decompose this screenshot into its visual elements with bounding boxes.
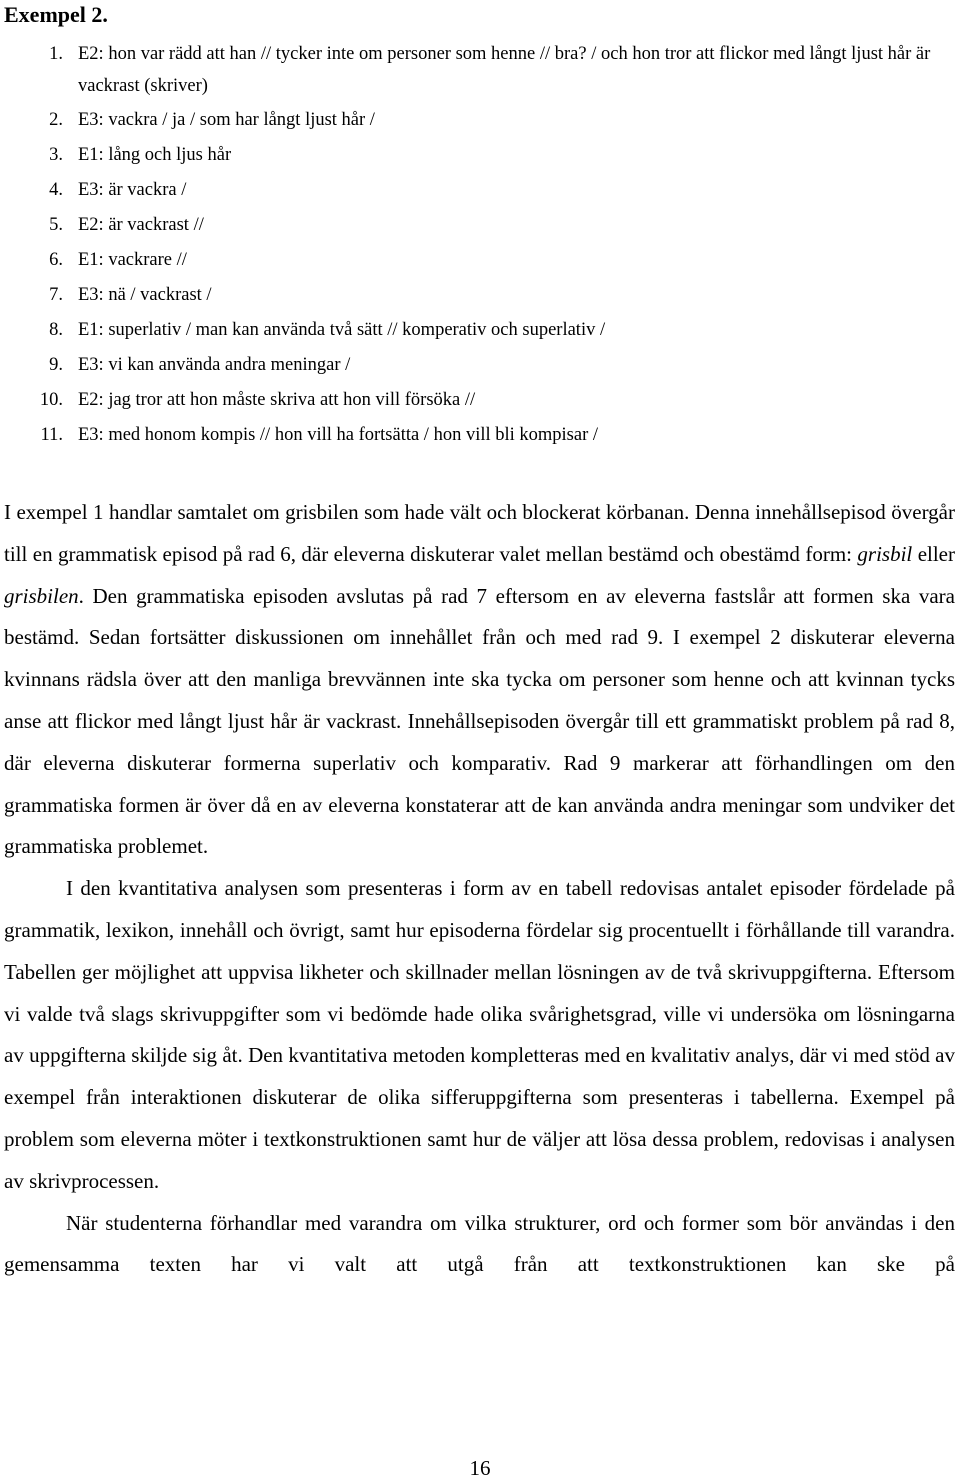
line-number: 4. bbox=[49, 180, 63, 200]
line-text: E2: jag tror att hon måste skriva att hon vill försöka // bbox=[78, 390, 476, 410]
paragraph-text: eller bbox=[912, 541, 955, 566]
italic-term: grisbil bbox=[857, 541, 913, 566]
dialogue-line bbox=[0, 383, 960, 418]
dialogue-line bbox=[0, 36, 960, 103]
dialogue-line bbox=[0, 418, 960, 453]
paragraph-quantitative-analysis: I den kvantitativa analysen som presenteras i form av en tabell redovisas antalet episoder fördelade på grammatik, lexikon, innehåll och övrigt, samt hur episoderna fördelar sig procentuellt i förhållande till varandra. Tabellen ger möjlighet att uppvisa likheter och skillnader mellan lösningen av de två skrivuppgifterna. Eftersom vi valde två slags skrivuppgifter som vi bedömde hade olika svårighetsgrad, ville vi undersöka om lösningarna av uppgifterna skiljde sig åt. Den kvantitativa metoden kompletteras med en kvalitativ analys, där vi med stöd av exempel från interaktionen diskuterar de olika sifferuppgifterna som presenteras i tabellerna. Exempel på problem som eleverna möter i textkonstruktionen samt hur de väljer att lösa dessa problem, redovisas i analysen av skrivprocessen. bbox=[4, 876, 955, 1193]
line-text: E1: superlativ / man kan använda två sätt // komperativ och superlativ / bbox=[78, 320, 606, 340]
line-text: E1: lång och ljus hår bbox=[78, 145, 232, 165]
line-text: E1: vackrare // bbox=[78, 250, 187, 270]
italic-term: grisbilen bbox=[4, 583, 79, 608]
line-text: E2: hon var rädd att han // tycker inte om personer som henne // bra? / och hon tror att flickor med långt ljust hår är vackrast (skriver) bbox=[78, 44, 931, 96]
page-number: 16 bbox=[469, 1456, 491, 1480]
body-text bbox=[4, 492, 955, 1286]
paragraph-analysis-examples bbox=[4, 492, 955, 868]
dialogue-line bbox=[0, 278, 960, 313]
dialogue-line bbox=[0, 243, 960, 278]
line-number: 6. bbox=[49, 250, 63, 270]
dialogue-line bbox=[0, 138, 960, 173]
line-text: E3: vi kan använda andra meningar / bbox=[78, 355, 351, 375]
line-number: 1. bbox=[49, 44, 63, 64]
line-number: 5. bbox=[49, 215, 63, 235]
line-text: E3: vackra / ja / som har långt ljust hår / bbox=[78, 110, 375, 130]
example-heading: Exempel 2. bbox=[4, 2, 108, 27]
line-number: 11. bbox=[40, 425, 63, 445]
dialogue-list bbox=[0, 36, 960, 453]
line-number: 7. bbox=[49, 285, 63, 305]
line-number: 8. bbox=[49, 320, 63, 340]
line-text: E2: är vackrast // bbox=[78, 215, 204, 235]
paragraph-negotiation: När studenterna förhandlar med varandra om vilka strukturer, ord och former som bör användas i den gemensamma texten har vi valt att utgå från att textkonstruktionen kan ske på bbox=[4, 1210, 955, 1277]
dialogue-line bbox=[0, 313, 960, 348]
paragraph-text: I exempel 1 handlar samtalet om grisbilen som hade vält och blockerat körbanan. Denna innehållsepisod övergår till en grammatisk episod på rad 6, där eleverna diskuterar valet mellan bestämd och obestämd form: bbox=[4, 500, 955, 566]
line-number: 2. bbox=[49, 110, 63, 130]
line-number: 10. bbox=[39, 390, 63, 410]
line-text: E3: med honom kompis // hon vill ha fortsätta / hon vill bli kompisar / bbox=[78, 425, 599, 445]
line-number: 9. bbox=[49, 355, 63, 375]
line-number: 3. bbox=[49, 145, 63, 165]
dialogue-line bbox=[0, 348, 960, 383]
line-text: E3: nä / vackrast / bbox=[78, 285, 212, 305]
dialogue-line bbox=[0, 173, 960, 208]
paragraph-text: . Den grammatiska episoden avslutas på rad 7 eftersom en av eleverna fastslår att formen ska vara bestämd. Sedan fortsätter diskussionen om innehållet från och med rad 9. I exempel 2 diskuterar eleverna kvinnans rädsla över att den manliga brevvännen inte ska tycka om personer som henne och att kvinnan tycks anse att flickor med långt ljust hår är vackrast. Innehållsepisoden övergår till ett grammatiskt problem på rad 8, där eleverna diskuterar formerna superlativ och komparativ. Rad 9 markerar att förhandlingen om den grammatiska formen är över då en av eleverna konstaterar att de kan använda andra meningar som undviker det grammatiska problemet. bbox=[4, 583, 955, 859]
line-text: E3: är vackra / bbox=[78, 180, 187, 200]
dialogue-line bbox=[0, 103, 960, 138]
dialogue-line bbox=[0, 208, 960, 243]
